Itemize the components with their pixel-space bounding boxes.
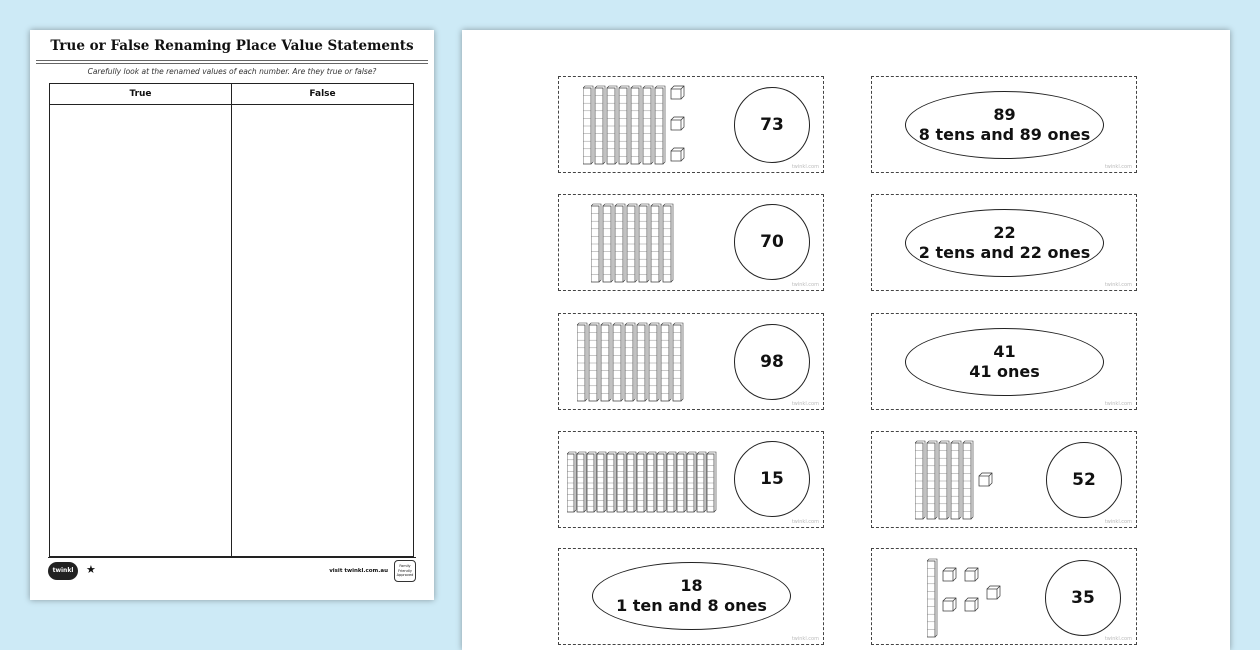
watermark: twinkl.com	[1104, 519, 1132, 525]
tens-rod	[655, 86, 665, 164]
tens-rod	[637, 323, 647, 401]
card-35	[871, 548, 1137, 645]
watermark: twinkl.com	[1104, 636, 1132, 642]
watermark: twinkl.com	[791, 164, 819, 170]
tens-rod	[583, 86, 593, 164]
tens-rod	[601, 323, 611, 401]
watermark: twinkl.com	[1104, 282, 1132, 288]
tens-rod	[595, 86, 605, 164]
tens-rod	[587, 452, 596, 512]
sorting-table	[49, 83, 414, 557]
watermark: twinkl.com	[791, 401, 819, 407]
card-73	[558, 76, 824, 173]
statement-number: 41	[993, 342, 1016, 361]
card-89	[871, 76, 1137, 173]
tens-rod	[661, 323, 671, 401]
star-icon: ★	[86, 563, 96, 576]
tens-rod	[577, 452, 586, 512]
tens-rod	[651, 204, 661, 282]
tens-rod	[619, 86, 629, 164]
ones-cube	[979, 473, 992, 486]
tens-rod	[927, 441, 937, 519]
footer-url: visit twinkl.com.au	[329, 568, 388, 574]
ones-cube	[943, 598, 956, 611]
card-52	[871, 431, 1137, 528]
tens-rod	[663, 204, 673, 282]
tens-rod	[607, 452, 616, 512]
tens-rod	[687, 452, 696, 512]
number-circle: 73	[734, 87, 810, 163]
tens-rod	[649, 323, 659, 401]
tens-rod	[625, 323, 635, 401]
tens-rod	[589, 323, 599, 401]
card-18	[558, 548, 824, 645]
true-column	[50, 84, 231, 556]
footer-rule	[48, 557, 416, 558]
tens-rod	[637, 452, 646, 512]
tens-rod	[915, 441, 925, 519]
card-98	[558, 313, 824, 410]
statement-renamed: 1 ten and 8 ones	[616, 596, 767, 615]
statement-number: 22	[993, 223, 1016, 242]
worksheet-page	[30, 30, 434, 600]
statement-number: 89	[993, 105, 1016, 124]
watermark: twinkl.com	[1104, 401, 1132, 407]
number-circle: 52	[1046, 442, 1122, 518]
title-rule-bottom	[36, 63, 428, 64]
tens-rod	[639, 204, 649, 282]
ones-cube	[671, 86, 684, 99]
worksheet-title: True or False Renaming Place Value Statements	[50, 38, 414, 54]
statement-oval	[905, 209, 1104, 277]
title-rule-top	[36, 60, 428, 61]
watermark: twinkl.com	[791, 636, 819, 642]
tens-rod	[939, 441, 949, 519]
tens-rod	[597, 452, 606, 512]
tens-rod	[577, 323, 587, 401]
tens-rod	[631, 86, 641, 164]
ones-cube	[987, 586, 1000, 599]
cards-page	[462, 30, 1230, 650]
statement-renamed: 41 ones	[969, 362, 1040, 381]
statement-oval	[905, 328, 1104, 396]
false-column	[231, 84, 413, 556]
twinkl-logo: twinkl	[48, 562, 78, 580]
tens-rod	[657, 452, 666, 512]
ones-cube	[671, 148, 684, 161]
card-15	[558, 431, 824, 528]
statement-renamed: 8 tens and 89 ones	[918, 125, 1091, 144]
worksheet-instruction: Carefully look at the renamed values of each number. Are they true or false?	[87, 67, 377, 76]
ones-cube	[965, 568, 978, 581]
statement-number: 18	[680, 576, 703, 595]
number-circle: 35	[1045, 560, 1121, 636]
tens-rod	[963, 441, 973, 519]
tens-rod	[627, 452, 636, 512]
tens-rod	[615, 204, 625, 282]
tens-rod	[677, 452, 686, 512]
statement-oval	[592, 562, 791, 630]
statement-renamed: 2 tens and 22 ones	[918, 243, 1091, 262]
tens-rod	[603, 204, 613, 282]
family-friendly-badge: Family Friendly Approved	[394, 560, 416, 582]
tens-rod	[673, 323, 683, 401]
card-41	[871, 313, 1137, 410]
number-circle: 98	[734, 324, 810, 400]
statement-oval	[905, 91, 1104, 159]
tens-rod	[951, 441, 961, 519]
number-circle: 15	[734, 441, 810, 517]
tens-rod	[707, 452, 716, 512]
tens-rod	[627, 204, 637, 282]
tens-rod	[607, 86, 617, 164]
watermark: twinkl.com	[1104, 164, 1132, 170]
watermark: twinkl.com	[791, 519, 819, 525]
ones-cube	[965, 598, 978, 611]
tens-rod	[697, 452, 706, 512]
tens-rod	[613, 323, 623, 401]
watermark: twinkl.com	[791, 282, 819, 288]
tens-rod	[567, 452, 576, 512]
tens-rod	[591, 204, 601, 282]
ones-cube	[943, 568, 956, 581]
false-column-header: False	[232, 84, 413, 105]
tens-rod	[647, 452, 656, 512]
card-70	[558, 194, 824, 291]
number-circle: 70	[734, 204, 810, 280]
tens-rod	[643, 86, 653, 164]
tens-rod	[617, 452, 626, 512]
tens-rod	[927, 559, 937, 637]
ones-cube	[671, 117, 684, 130]
tens-rod	[667, 452, 676, 512]
true-column-header: True	[50, 84, 231, 105]
card-22	[871, 194, 1137, 291]
